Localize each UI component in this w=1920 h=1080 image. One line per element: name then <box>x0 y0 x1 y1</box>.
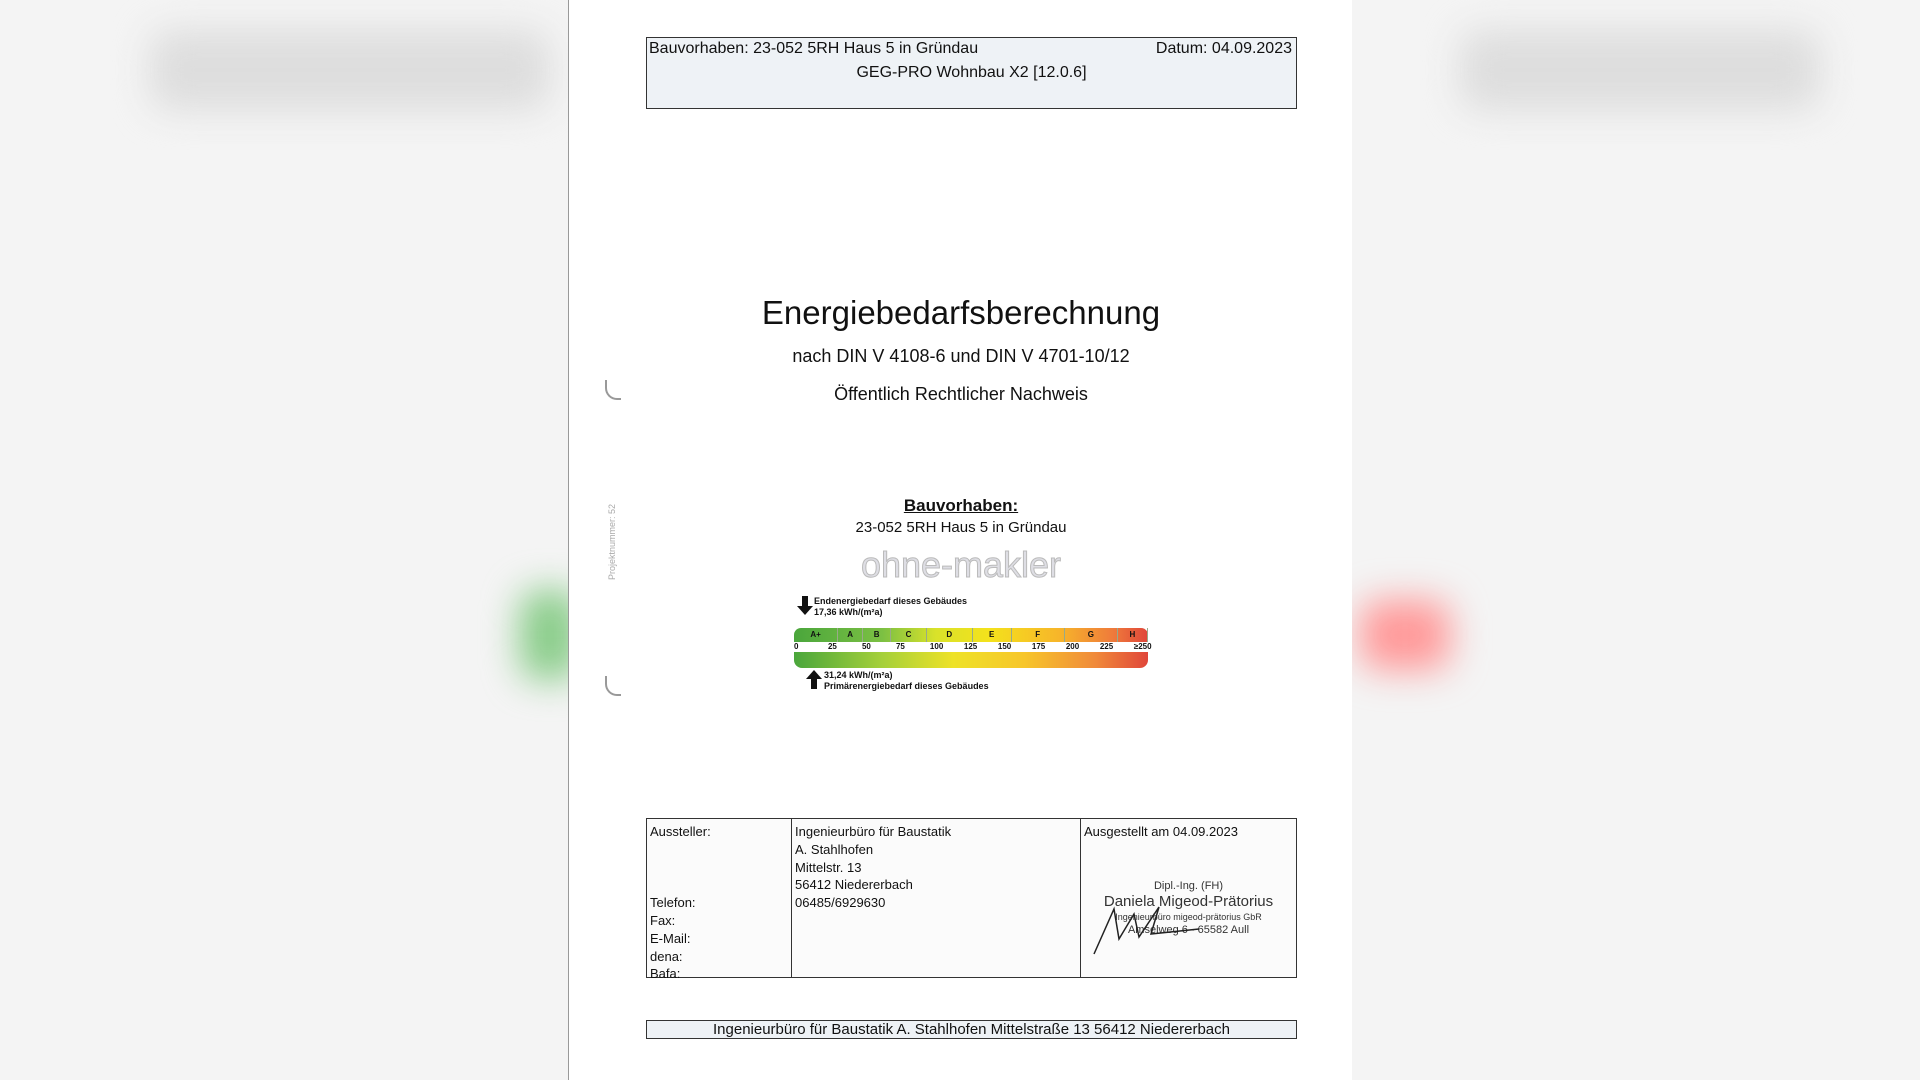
scale-tick: ≥250 <box>1133 642 1152 651</box>
stamp-title: Dipl.-Ing. (FH) <box>1153 880 1224 892</box>
primary-energy-value: 31,24 kWh/(m²a) <box>824 670 893 680</box>
issuer-value: 56412 Niedererbach <box>795 877 913 893</box>
issuer-label <box>650 859 788 877</box>
punch-hole <box>605 676 621 696</box>
scale-tick: 200 <box>1065 642 1080 651</box>
issuer-label: Bafa: <box>650 966 681 982</box>
issuer-table <box>646 818 1297 982</box>
issuer-stamp-cell <box>1081 819 1296 977</box>
energy-class-0: A+ <box>794 628 838 642</box>
scale-tick: 50 <box>861 642 871 651</box>
scale-tick: 150 <box>997 642 1012 651</box>
energy-class-6: F <box>1012 628 1065 642</box>
signature <box>1089 899 1209 959</box>
energy-class-2: B <box>863 628 891 642</box>
page-title: Energiebedarfsberechnung <box>761 294 1161 331</box>
issuer-label: E-Mail: <box>650 930 691 946</box>
issuer-label: Aussteller: <box>650 824 711 839</box>
header-software: GEG-PRO Wohnbau X2 [12.0.6] <box>856 64 1087 81</box>
issued-date: Ausgestellt am 04.09.2023 <box>1084 824 1238 839</box>
scale-tick: 100 <box>929 642 944 651</box>
stamp-company: Ingenieurbüro migeod-prätorius GbR <box>1115 912 1262 922</box>
scale-tick: 125 <box>963 642 978 651</box>
energy-class-3: C <box>891 628 926 642</box>
primary-energy-label: Primärenergiebedarf dieses Gebäudes <box>824 681 989 691</box>
issuer-label: Fax: <box>650 912 676 928</box>
header-box <box>646 37 1297 109</box>
subtitle-proof: Öffentlich Rechtlicher Nachweis <box>834 384 1088 404</box>
footer-box: Ingenieurbüro für Baustatik A. Stahlhofen Mittelstraße 13 56412 Niedererbach <box>646 1020 1297 1039</box>
energy-class-8: H <box>1118 628 1148 642</box>
scale-tick: 0 <box>794 642 799 651</box>
scale-tick: 75 <box>895 642 905 651</box>
issuer-label <box>650 876 788 894</box>
header-date: Datum: 04.09.2023 <box>1155 40 1292 57</box>
issuer-values <box>792 819 1081 977</box>
energy-scale <box>794 628 1152 668</box>
scale-tick: 225 <box>1099 642 1114 651</box>
scale-tick: 175 <box>1031 642 1046 651</box>
issuer-labels <box>647 819 792 982</box>
issuer-value: A. Stahlhofen <box>795 841 874 857</box>
document-page <box>568 0 1352 1080</box>
project-number: Projektnummer: 52 <box>607 503 617 580</box>
background-blur <box>150 30 550 110</box>
project-heading: Bauvorhaben: <box>903 496 1019 515</box>
energy-class-5: E <box>973 628 1012 642</box>
issuer-label: Telefon: <box>650 895 696 911</box>
scale-tick: 25 <box>827 642 837 651</box>
project-name: 23-052 5RH Haus 5 in Gründau <box>855 519 1067 536</box>
stamp-name: Daniela Migeod-Prätorius <box>1103 893 1274 910</box>
watermark: ohne-makler <box>860 544 1062 585</box>
issuer-value: Mittelstr. 13 <box>795 859 862 875</box>
energy-class-7: G <box>1065 628 1118 642</box>
issuer-value: 06485/6929630 <box>795 895 886 911</box>
end-energy-label: Endenergiebedarf dieses Gebäudes <box>814 596 968 606</box>
energy-class-1: A <box>838 628 863 642</box>
stamp-address: Amselweg 6 - 65582 Aull <box>1127 924 1250 936</box>
end-energy-value: 17,36 kWh/(m²a) <box>814 607 883 617</box>
primary-energy-marker <box>824 670 989 692</box>
issuer-label <box>650 841 788 859</box>
energy-class-4: D <box>927 628 973 642</box>
subtitle-norm: nach DIN V 4108-6 und DIN V 4701-10/12 <box>792 346 1130 366</box>
issuer-label: dena: <box>650 948 683 964</box>
issuer-value: Ingenieurbüro für Baustatik <box>795 824 952 839</box>
header-project: Bauvorhaben: 23-052 5RH Haus 5 in Gründau <box>649 40 979 57</box>
background-blur <box>1460 30 1820 110</box>
background-blur <box>1360 600 1450 670</box>
end-energy-marker <box>814 596 967 618</box>
